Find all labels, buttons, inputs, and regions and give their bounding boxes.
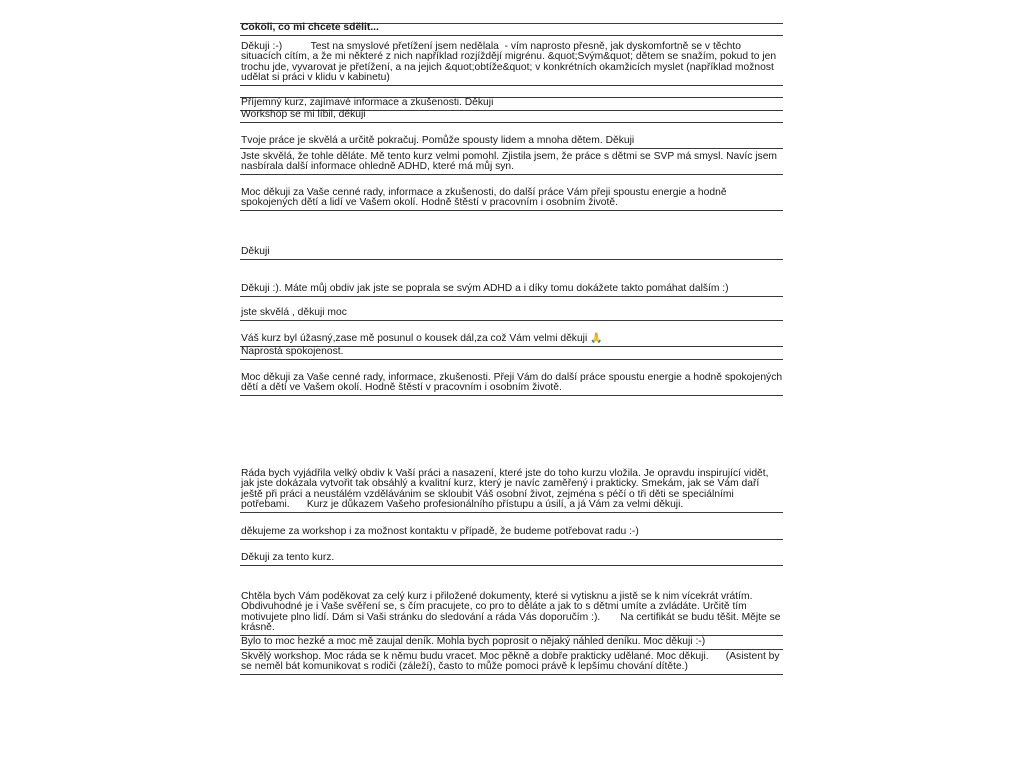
response-text: Naprostá spokojenost. [241, 346, 344, 358]
response-text: Moc děkuji za Vaše cenné rady, informace, zkušenosti. Přeji Vám do další práce spoustu energie a hodně spokojených dětí a dětí ve Vašem okolí. Hodně štěstí v pracovním i osobním životě. [241, 371, 785, 394]
table-row [240, 636, 783, 650]
table-row [240, 347, 783, 360]
table-row [240, 540, 783, 566]
response-text: Bylo to moc hezké a moc mě zaujal deník. Mohla bych poprosit o nějaký náhled deníku. Moc děkuji :-) [241, 636, 706, 648]
column-header-label: Cokoli, co mi chcete sdělit... [241, 22, 379, 34]
response-text: Workshop se mi líbil, děkuji [241, 109, 366, 121]
response-cell [240, 334, 783, 346]
table-row [240, 396, 783, 513]
table-row [240, 297, 783, 321]
response-text: Příjemný kurz, zajímavé informace a zkušenosti. Děkuji [241, 97, 494, 109]
response-text: Ráda bych vyjádřila velký obdiv k Vaší práci a nasazení, které jste do toho kurzu vložila. Je opravdu inspirující vidět, jak jste dokázala vytvořit tak obsáhlý a kvalitní kurz, který je navíc zaměřený i prakticky. Smekám, jak se Vám daří ještě při práci a neustálém vzdělávánim se skloubit Váš osobní život, zejména s péčí o tři děti se speciálními potřebami. Kurz je důkazem Vašeho profesionálního přístupu a úsilí, a já Vám za velmi děkuji. [241, 467, 772, 511]
table-row [240, 149, 783, 175]
table-row [240, 123, 783, 149]
table-row [240, 175, 783, 211]
response-text: Skvělý workshop. Moc ráda se k němu budu vracet. Moc pěkně a dobře prakticky udělané. Moc děkuji. (Asistent by se neměl bát komunikovat s rodiči (záleží), často to může pomoci právě k lepšímu chování dítěte.) [241, 650, 783, 673]
response-text: Jste skvělá, že tohle děláte. Mě tento kurz velmi pomohl. Zjistila jsem, že práce s dětmi se SVP má smysl. Navíc jsem nasbírala další informace ohledně ADHD, které má můj syn. [241, 150, 780, 173]
response-text: Moc děkuji za Vaše cenné rady, informace a zkušenosti, do další práce Vám přeji spoustu energie a hodně spokojených dětí a lidí ve Vašem okolí. Hodně štěstí v pracovním i osobním životě. [241, 186, 730, 209]
response-text: Tvoje práce je skvělá a určitě pokračuj. Pomůže spousty lidem a mnoha dětem. Děkuji [241, 135, 635, 147]
column-header [240, 24, 783, 36]
response-text: Děkuji [241, 246, 270, 258]
response-text: Děkuji za tento kurz. [241, 552, 335, 564]
table-row [240, 321, 783, 347]
table-row [240, 260, 783, 297]
response-text: Děkuji :-) Test na smyslové přetížení jsem nedělala - vím naprosto přesně, jak dyskomfortně se v těchto situacích cítím, a že mi některé z nich například rozjíždějí migrénu. &quot;Svým&quot; dětem se snažím, pokud to jen trochu jde, vyvarovat je přetížení, a na jejich &quot;obtíže&quot; v konkrétních okamžicích myslet (například možnost udělat si práci v klidu v kabinetu) [241, 40, 779, 84]
response-text: Váš kurz byl úžasný,zase mě posunul o kousek dál,za což Vám velmi děkuji [241, 333, 588, 345]
table-row [240, 566, 783, 636]
table-row [240, 36, 783, 86]
response-text: děkujeme za workshop i za možnost kontaktu v případě, že budeme potřebovat radu :-) [241, 526, 639, 538]
table-row [240, 111, 783, 123]
praying-hands-icon: 🙏 [590, 333, 603, 345]
table-row [240, 513, 783, 540]
table-row [240, 211, 783, 260]
table-row [240, 650, 783, 675]
response-text: jste skvělá , děkuji moc [241, 307, 347, 319]
table-row [240, 86, 783, 98]
response-text: Chtěla bych Vám poděkovat za celý kurz i přiložené dokumenty, které si vytisknu a jistě se k nim vícekrát vrátím. Obdivuhodné je i Vaše svěření se, s čím pracujete, co pro to děláte a jak to s dětmi umíte a zvládáte. Určitě tím motivujete plno lidí. Dám si Vaši stránku do sledování a ráda Vás doporučím :). Na certifikát se budu těšit. Mějte se krásně. [241, 590, 784, 634]
table-row [240, 360, 783, 396]
response-text: Děkuji :). Máte můj obdiv jak jste se poprala se svým ADHD a i díky tomu dokážete takto pomáhat dalším :) [241, 283, 729, 295]
